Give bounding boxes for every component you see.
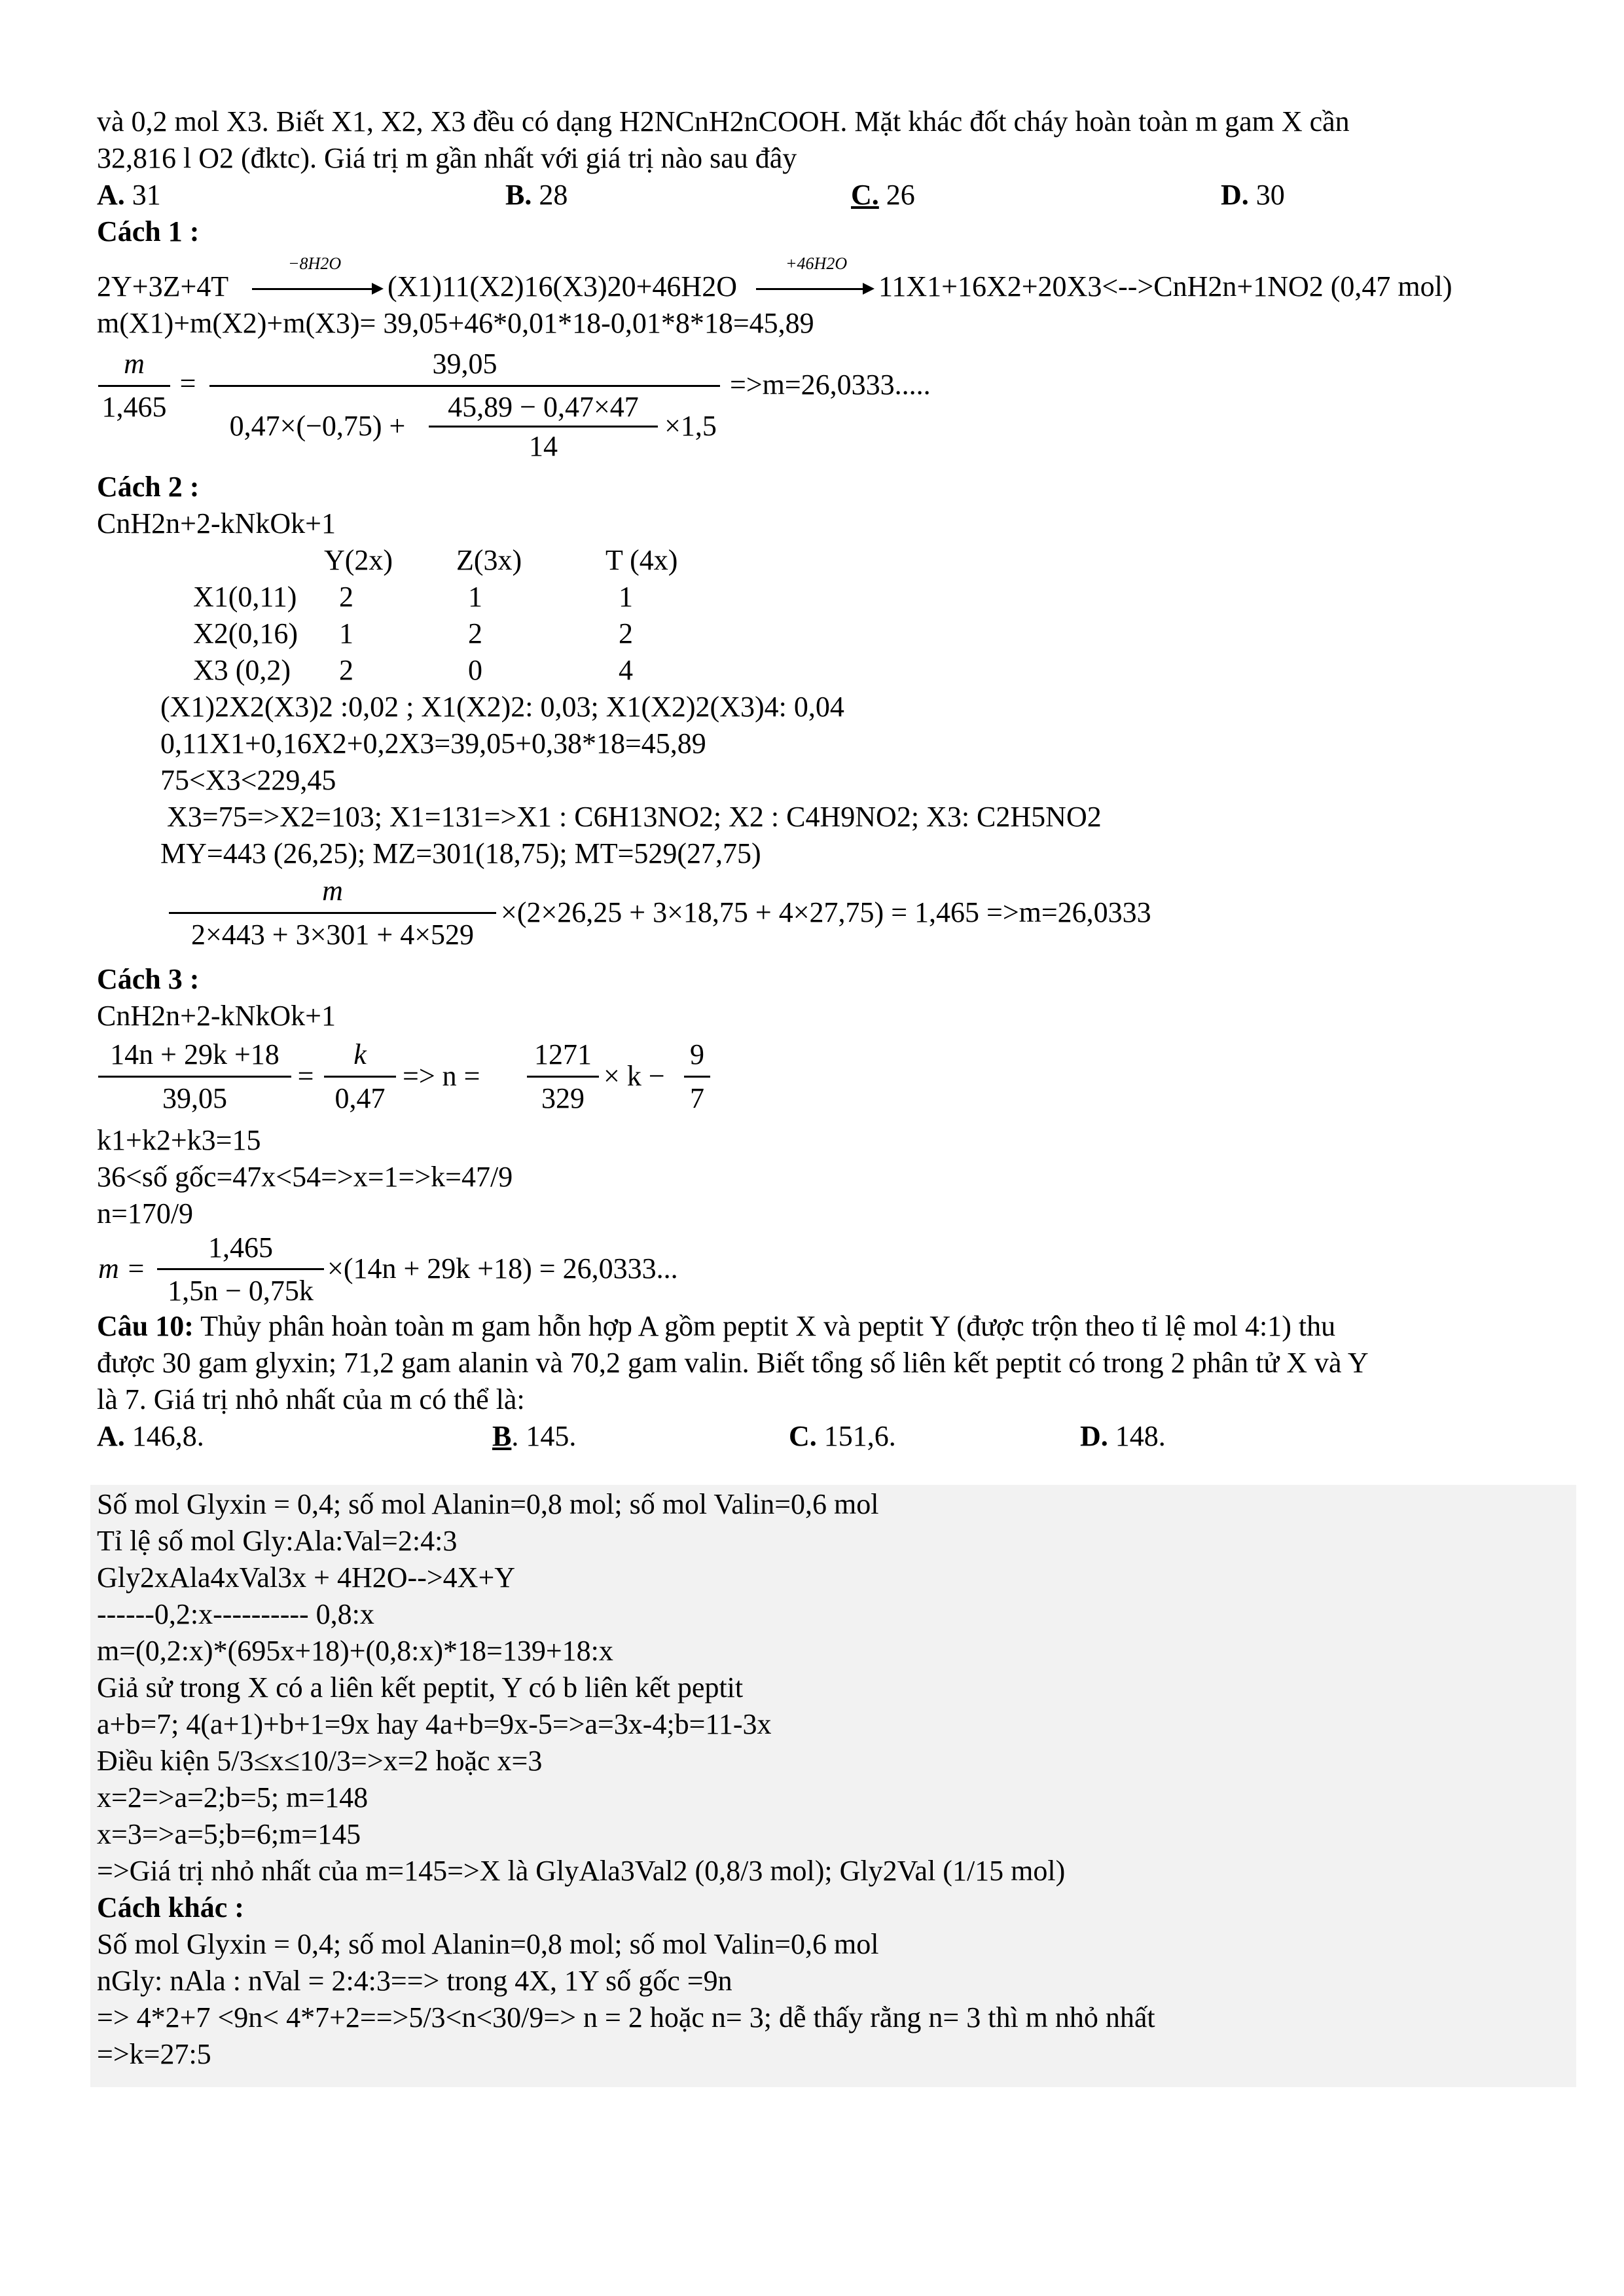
c3-mid: => n = <box>403 1060 480 1092</box>
c3-f5-num: 1,465 <box>208 1231 273 1264</box>
tbl-row1-z: 1 <box>468 581 482 613</box>
sol-line-11: =>Giá trị nhỏ nhất của m=145=>X là GlyAla3Val2 (0,8/3 mol); Gly2Val (1/15 mol) <box>97 1855 1066 1887</box>
c1-bar-1 <box>98 385 170 387</box>
sol-line-2: Tỉ lệ số mol Gly:Ala:Val=2:4:3 <box>97 1525 458 1557</box>
cau10-option-c: C. 151,6. <box>789 1420 896 1452</box>
intro-line-1: và 0,2 mol X3. Biết X1, X2, X3 đều có dạng H2NCnH2nCOOH. Mặt khác đốt cháy hoàn toàn m gam X cần <box>97 105 1350 137</box>
c3-bar-2 <box>324 1076 396 1078</box>
alt-line-2: nGly: nAla : nVal = 2:4:3==> trong 4X, 1Y số gốc =9n <box>97 1965 732 1997</box>
option-c: C. 26 <box>851 179 915 211</box>
c3-f2-num: k <box>353 1038 367 1070</box>
alt-line-4: =>k=27:5 <box>97 2038 211 2070</box>
arrow2-label: +46H2O <box>785 254 848 273</box>
c3-f4-num: 9 <box>690 1038 704 1070</box>
c1-frac-1465: 1,465 <box>101 391 167 423</box>
tbl-row3-z: 0 <box>468 654 482 686</box>
arrow2-line <box>756 288 864 290</box>
sol-line-6: Giả sử trong X có a liên kết peptit, Y có b liên kết peptit <box>97 1671 744 1704</box>
cach2-line-a: (X1)2X2(X3)2 :0,02 ; X1(X2)2: 0,03; X1(X2)2(X3)4: 0,04 <box>160 691 844 723</box>
c3-f3-num: 1271 <box>534 1038 592 1070</box>
c3-f3-den: 329 <box>541 1082 585 1114</box>
cach3-line-c: n=170/9 <box>97 1197 194 1230</box>
c1-frac-den-b: ×1,5 <box>664 410 717 442</box>
c3-f1-num: 14n + 29k +18 <box>110 1038 280 1070</box>
sol-line-8: Điều kiện 5/3≤x≤10/3=>x=2 hoặc x=3 <box>97 1745 543 1777</box>
c1-equals: = <box>179 367 196 399</box>
c1-inner-den: 14 <box>529 430 558 462</box>
c2-frac-den: 2×443 + 3×301 + 4×529 <box>190 919 475 951</box>
tbl-row2-y: 1 <box>339 617 353 649</box>
cach3-title: Cách 3 : <box>97 963 200 995</box>
c1-bar-3 <box>429 426 658 428</box>
c1-frac-num: 39,05 <box>432 348 497 380</box>
cau10-option-a: A. 146,8. <box>97 1420 204 1452</box>
alt-line-1: Số mol Glyxin = 0,4; số mol Alanin=0,8 mol; số mol Valin=0,6 mol <box>97 1928 879 1960</box>
arrow1-head <box>372 283 384 295</box>
c1-bar-2 <box>209 385 720 387</box>
cach1-mass-line: m(X1)+m(X2)+m(X3)= 39,05+46*0,01*18-0,01*8*18=45,89 <box>97 307 814 339</box>
cach2-line-d: X3=75=>X2=103; X1=131=>X1 : C6H13NO2; X2 : C4H9NO2; X3: C2H5NO2 <box>167 801 1102 833</box>
cach1-title: Cách 1 : <box>97 215 200 247</box>
c3-f4-den: 7 <box>690 1082 704 1114</box>
c2-bar <box>169 912 496 914</box>
intro-line-2: 32,816 l O2 (đktc). Giá trị m gần nhất với giá trị nào sau đây <box>97 142 797 174</box>
c3-f5-rest: ×(14n + 29k +18) = 26,0333... <box>327 1252 678 1285</box>
cau10-option-d: D. 148. <box>1080 1420 1166 1452</box>
cach1-eq-mid: (X1)11(X2)16(X3)20+46H2O <box>388 270 737 302</box>
tbl-row1-t: 1 <box>619 581 633 613</box>
cau10-line-3: là 7. Giá trị nhỏ nhất của m có thể là: <box>97 1383 525 1415</box>
arrow1-line <box>252 288 373 290</box>
cau10-line-1: Câu 10: Thủy phân hoàn toàn m gam hỗn hợp A gồm peptit X và peptit Y (được trộn theo tỉ lệ mol 4:1) thu <box>97 1310 1336 1342</box>
sol-line-5: m=(0,2:x)*(695x+18)+(0,8:x)*18=139+18:x <box>97 1635 613 1667</box>
c3-f4-mid: × k − <box>604 1060 665 1092</box>
c3-f1-den: 39,05 <box>162 1082 227 1114</box>
cau10-line-2: được 30 gam glyxin; 71,2 gam alanin và 70,2 gam valin. Biết tổng số liên kết peptit có trong 2 phân tử X và Y <box>97 1347 1369 1379</box>
cach2-line-c: 75<X3<229,45 <box>160 764 336 796</box>
c2-frac-num: m <box>322 875 343 907</box>
sol-line-1: Số mol Glyxin = 0,4; số mol Alanin=0,8 mol; số mol Valin=0,6 mol <box>97 1488 879 1520</box>
tbl-row2-label: X2(0,16) <box>193 617 298 649</box>
cach1-eq-right: 11X1+16X2+20X3<-->CnH2n+1NO2 (0,47 mol) <box>878 270 1453 302</box>
cau10-option-b: B. 145. <box>492 1420 577 1452</box>
c1-result: =>m=26,0333..... <box>730 369 931 401</box>
c3-bar-3 <box>527 1076 599 1078</box>
tbl-header-t: T (4x) <box>605 544 678 576</box>
tbl-row3-t: 4 <box>619 654 633 686</box>
c3-f5-den: 1,5n − 0,75k <box>168 1275 314 1307</box>
c2-frac-rest: ×(2×26,25 + 3×18,75 + 4×27,75) = 1,465 =>m=26,0333 <box>501 896 1151 928</box>
c1-frac-m: m <box>124 348 145 380</box>
arrow2-head <box>863 283 875 295</box>
sol-line-4: ------0,2:x---------- 0,8:x <box>97 1598 374 1630</box>
c3-bar-1 <box>98 1076 291 1078</box>
c3-eq: = <box>297 1060 314 1092</box>
c3-bar-5 <box>157 1268 324 1270</box>
tbl-header-y: Y(2x) <box>324 544 393 576</box>
cach2-title: Cách 2 : <box>97 471 200 503</box>
alt-title: Cách khác : <box>97 1891 244 1923</box>
c1-frac-den-a: 0,47×(−0,75) + <box>229 410 406 442</box>
alt-line-3: => 4*2+7 <9n< 4*7+2==>5/3<n<30/9=> n = 2 hoặc n= 3; dễ thấy rằng n= 3 thì m nhỏ nhất <box>97 2001 1155 2033</box>
cach2-formula: CnH2n+2-kNkOk+1 <box>97 507 336 539</box>
sol-line-7: a+b=7; 4(a+1)+b+1=9x hay 4a+b=9x-5=>a=3x-4;b=11-3x <box>97 1708 772 1740</box>
c3-bar-4 <box>684 1076 710 1078</box>
c1-inner-num: 45,89 − 0,47×47 <box>448 391 639 423</box>
cach3-formula: CnH2n+2-kNkOk+1 <box>97 1000 336 1032</box>
cach2-line-e: MY=443 (26,25); MZ=301(18,75); MT=529(27,75) <box>160 837 761 869</box>
c3-m-eq: m = <box>98 1252 146 1285</box>
tbl-header-z: Z(3x) <box>456 544 522 576</box>
option-b: B. 28 <box>505 179 568 211</box>
sol-line-3: Gly2xAla4xVal3x + 4H2O-->4X+Y <box>97 1561 516 1594</box>
tbl-row1-label: X1(0,11) <box>193 581 297 613</box>
arrow1-label: −8H2O <box>288 254 342 273</box>
tbl-row1-y: 2 <box>339 581 353 613</box>
cach1-eq-left: 2Y+3Z+4T <box>97 270 229 302</box>
tbl-row2-z: 2 <box>468 617 482 649</box>
tbl-row3-label: X3 (0,2) <box>193 654 291 686</box>
option-a: A. 31 <box>97 179 161 211</box>
cach3-line-b: 36<số gốc=47x<54=>x=1=>k=47/9 <box>97 1161 513 1193</box>
option-d: D. 30 <box>1221 179 1285 211</box>
cach3-line-a: k1+k2+k3=15 <box>97 1124 261 1156</box>
tbl-row3-y: 2 <box>339 654 353 686</box>
c3-f2-den: 0,47 <box>334 1082 386 1114</box>
sol-line-9: x=2=>a=2;b=5; m=148 <box>97 1781 369 1813</box>
tbl-row2-t: 2 <box>619 617 633 649</box>
cach2-line-b: 0,11X1+0,16X2+0,2X3=39,05+0,38*18=45,89 <box>160 727 706 759</box>
sol-line-10: x=3=>a=5;b=6;m=145 <box>97 1818 361 1850</box>
